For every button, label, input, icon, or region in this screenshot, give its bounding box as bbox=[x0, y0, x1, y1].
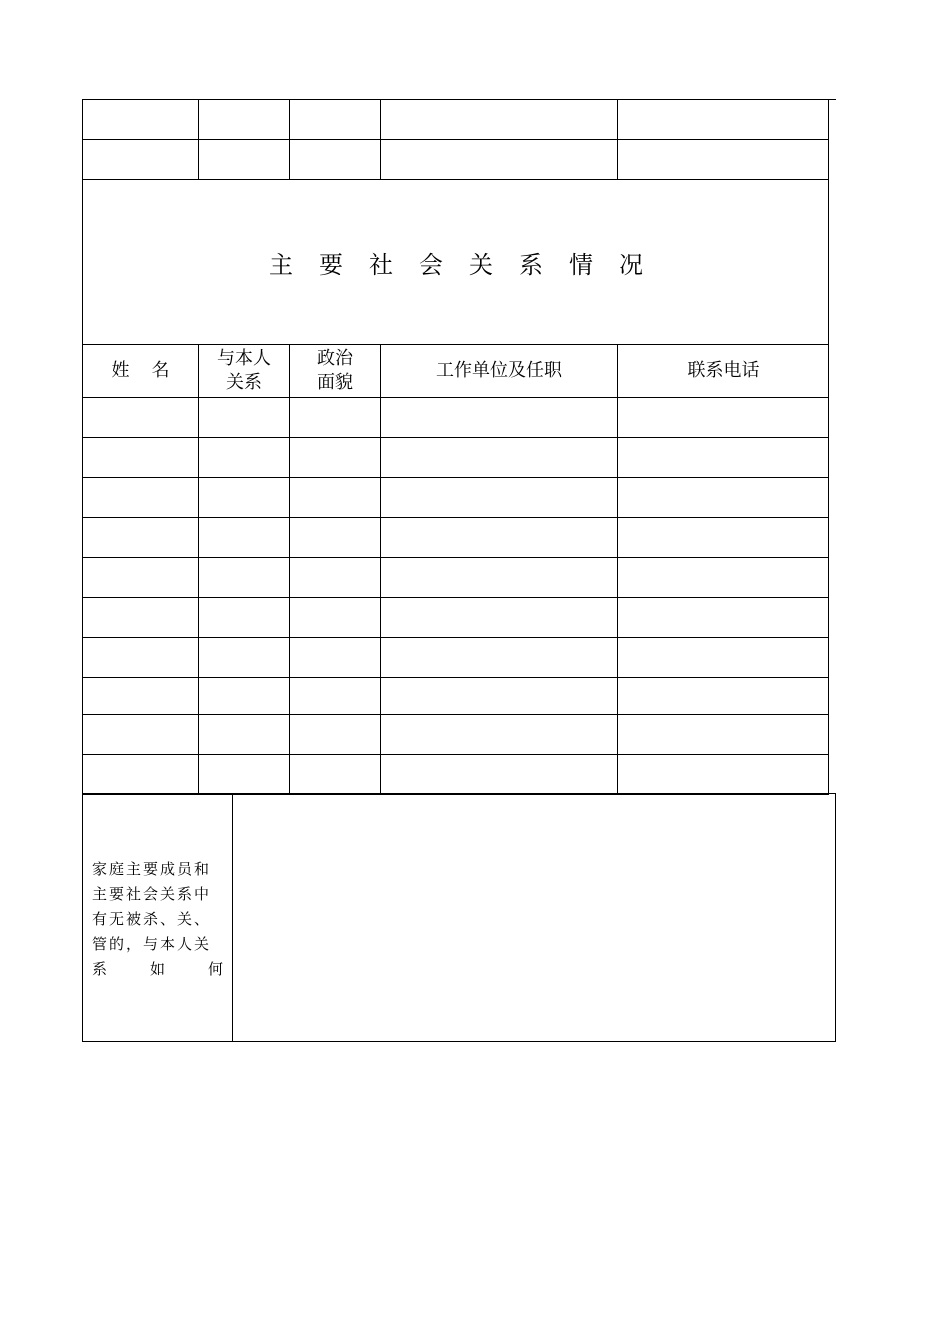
table-row bbox=[83, 678, 829, 715]
header-row bbox=[83, 345, 829, 398]
cell-political[interactable] bbox=[290, 478, 381, 517]
cell-work[interactable] bbox=[381, 638, 618, 677]
question-line: 管的，与本人关 bbox=[92, 935, 212, 953]
cell-work[interactable] bbox=[381, 598, 618, 637]
table-row bbox=[83, 518, 829, 558]
table-row bbox=[83, 140, 829, 180]
cell-name[interactable] bbox=[83, 638, 199, 677]
cell-phone[interactable] bbox=[618, 398, 829, 437]
header-political: 政治 面貌 bbox=[290, 345, 381, 397]
header-relation: 与本人 关系 bbox=[199, 345, 290, 397]
cell-phone[interactable] bbox=[618, 140, 829, 179]
section-title-row bbox=[83, 180, 829, 345]
cell-name[interactable] bbox=[83, 438, 199, 477]
table-corner-tick bbox=[828, 99, 836, 100]
section-title: 主要社会关系情况 bbox=[269, 250, 669, 279]
table-row bbox=[83, 398, 829, 438]
question-text bbox=[92, 857, 225, 982]
cell-political[interactable] bbox=[290, 100, 381, 139]
cell-name[interactable] bbox=[83, 478, 199, 517]
question-word: 何 bbox=[207, 960, 225, 978]
table-row bbox=[83, 478, 829, 518]
cell-relation[interactable] bbox=[199, 678, 290, 714]
cell-phone[interactable] bbox=[618, 100, 829, 139]
table-row bbox=[83, 755, 829, 795]
question-line: 有无被杀、关、 bbox=[92, 910, 212, 928]
cell-political[interactable] bbox=[290, 558, 381, 597]
cell-political[interactable] bbox=[290, 598, 381, 637]
question-answer-area[interactable] bbox=[233, 794, 835, 1041]
cell-work[interactable] bbox=[381, 140, 618, 179]
cell-phone[interactable] bbox=[618, 438, 829, 477]
cell-work[interactable] bbox=[381, 558, 618, 597]
question-box bbox=[82, 793, 836, 1042]
cell-relation[interactable] bbox=[199, 638, 290, 677]
table-row bbox=[83, 715, 829, 755]
table-right-border bbox=[828, 99, 829, 793]
question-label-cell bbox=[83, 794, 233, 1041]
cell-relation[interactable] bbox=[199, 438, 290, 477]
question-word: 如 bbox=[149, 960, 167, 978]
question-line: 家庭主要成员和 bbox=[92, 860, 212, 878]
cell-phone[interactable] bbox=[618, 478, 829, 517]
question-word: 系 bbox=[92, 960, 110, 978]
cell-name[interactable] bbox=[83, 398, 199, 437]
cell-political[interactable] bbox=[290, 438, 381, 477]
cell-work[interactable] bbox=[381, 398, 618, 437]
cell-relation[interactable] bbox=[199, 100, 290, 139]
cell-work[interactable] bbox=[381, 518, 618, 557]
cell-name[interactable] bbox=[83, 678, 199, 714]
table-row bbox=[83, 558, 829, 598]
cell-name[interactable] bbox=[83, 518, 199, 557]
cell-relation[interactable] bbox=[199, 715, 290, 754]
cell-name[interactable] bbox=[83, 598, 199, 637]
header-work: 工作单位及任职 bbox=[381, 345, 618, 397]
cell-phone[interactable] bbox=[618, 558, 829, 597]
cell-phone[interactable] bbox=[618, 518, 829, 557]
cell-political[interactable] bbox=[290, 715, 381, 754]
table-row bbox=[83, 638, 829, 678]
cell-relation[interactable] bbox=[199, 598, 290, 637]
cell-name[interactable] bbox=[83, 140, 199, 179]
cell-relation[interactable] bbox=[199, 518, 290, 557]
cell-work[interactable] bbox=[381, 755, 618, 794]
cell-work[interactable] bbox=[381, 478, 618, 517]
cell-political[interactable] bbox=[290, 518, 381, 557]
question-line-last bbox=[92, 957, 225, 982]
cell-political[interactable] bbox=[290, 140, 381, 179]
cell-name[interactable] bbox=[83, 558, 199, 597]
cell-political[interactable] bbox=[290, 398, 381, 437]
header-name: 姓名 bbox=[83, 345, 199, 397]
header-phone: 联系电话 bbox=[687, 360, 760, 381]
cell-relation[interactable] bbox=[199, 755, 290, 794]
cell-political[interactable] bbox=[290, 638, 381, 677]
table-row bbox=[83, 438, 829, 478]
cell-name[interactable] bbox=[83, 715, 199, 754]
cell-relation[interactable] bbox=[199, 478, 290, 517]
cell-phone[interactable] bbox=[618, 755, 829, 794]
cell-name[interactable] bbox=[83, 755, 199, 794]
cell-relation[interactable] bbox=[199, 558, 290, 597]
cell-phone[interactable] bbox=[618, 598, 829, 637]
cell-work[interactable] bbox=[381, 678, 618, 714]
cell-work[interactable] bbox=[381, 438, 618, 477]
table-row bbox=[83, 100, 829, 140]
cell-phone[interactable] bbox=[618, 638, 829, 677]
social-relations-table bbox=[82, 99, 829, 793]
cell-name[interactable] bbox=[83, 100, 199, 139]
cell-political[interactable] bbox=[290, 755, 381, 794]
cell-phone[interactable] bbox=[618, 678, 829, 714]
cell-phone[interactable] bbox=[618, 715, 829, 754]
cell-work[interactable] bbox=[381, 715, 618, 754]
cell-work[interactable] bbox=[381, 100, 618, 139]
cell-relation[interactable] bbox=[199, 140, 290, 179]
cell-political[interactable] bbox=[290, 678, 381, 714]
question-line: 主要社会关系中 bbox=[92, 885, 212, 903]
cell-relation[interactable] bbox=[199, 398, 290, 437]
table-row bbox=[83, 598, 829, 638]
